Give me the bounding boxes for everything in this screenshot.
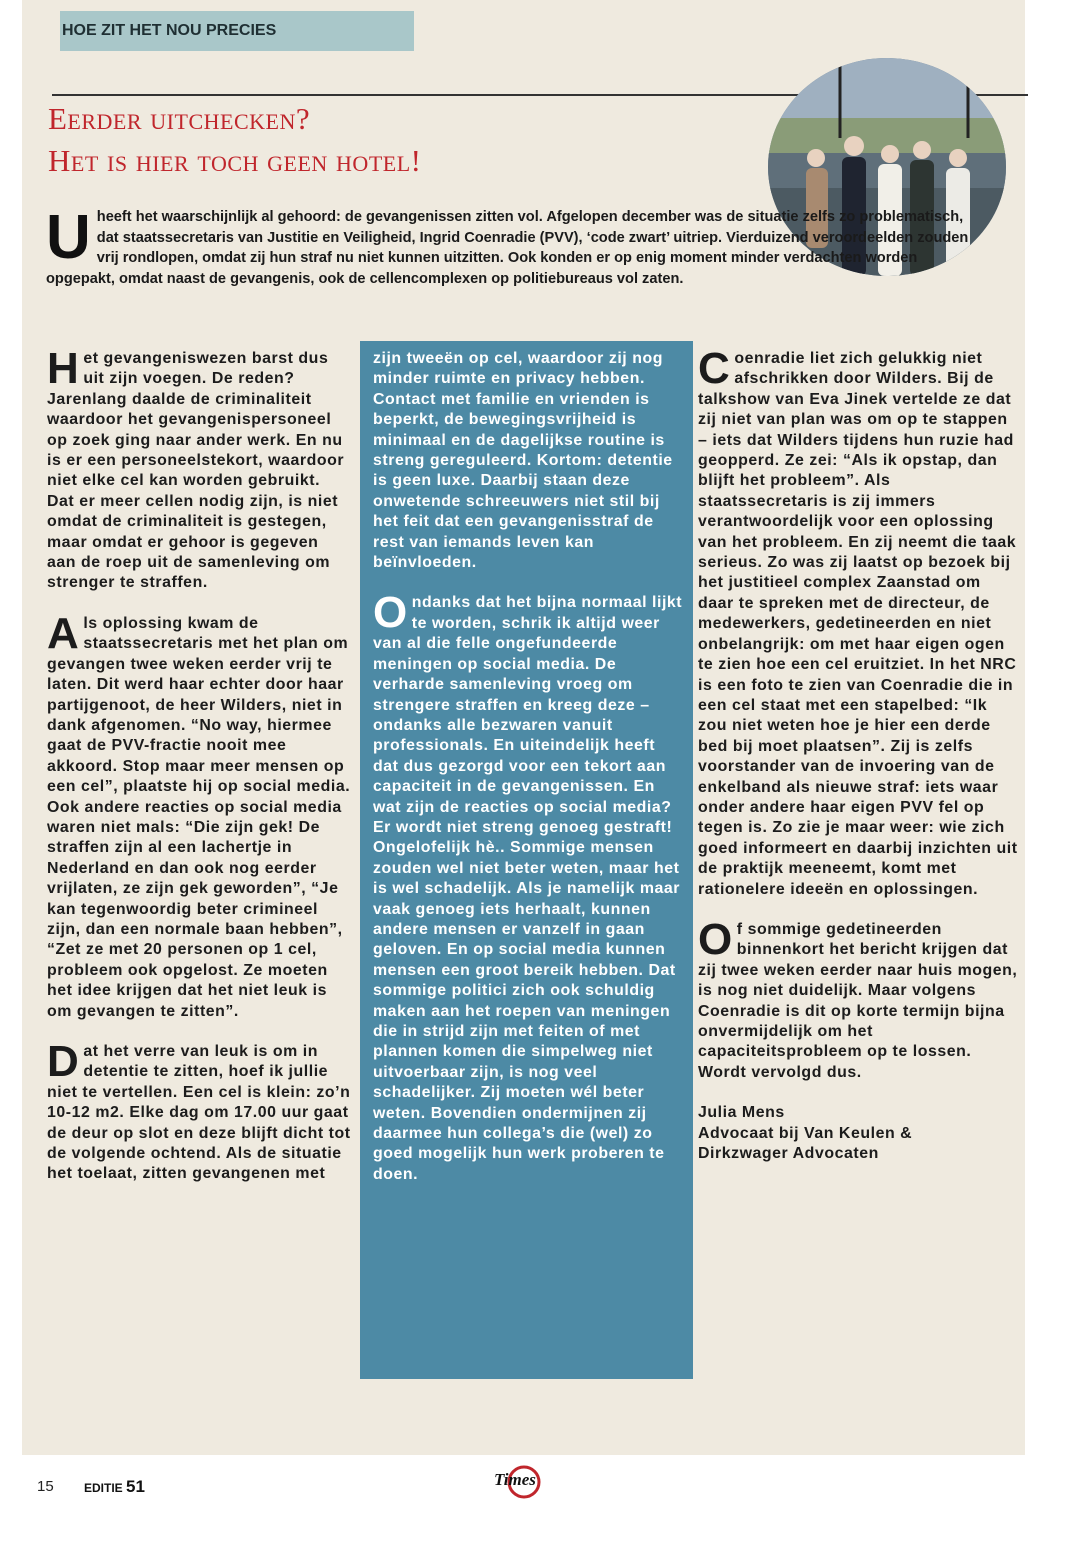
paragraph-text: at het verre van leuk is om in detentie te zitten, hoef ik jullie niet te vertellen. Een cel is klein: zo’n 10-12 m2. Elke dag om 17.00 uur gaat de deur op slot en deze blijft dicht tot de volgende ochtend. Als de situatie het toelaat, zitten gevangenen met	[47, 1043, 351, 1183]
logo-text: Times	[494, 1470, 536, 1489]
dropcap: C	[698, 344, 731, 393]
column-middle-highlight	[360, 341, 693, 1379]
column-right	[698, 341, 1018, 1184]
dropcap: H	[47, 344, 80, 393]
title-line-1: Eerder uitchecken?	[48, 101, 311, 136]
paragraph-text: f sommige gedetineerden binnenkort het bericht krijgen dat zij twee weken eerder naar huis mogen, is nog niet duidelijk. Maar volgens Coenradie is dit op korte termijn bijna onvermijdelijk om het capaciteitsprobleem op te lossen. Wordt vervolgd dus.	[698, 920, 1018, 1081]
intro-paragraph	[46, 203, 976, 289]
times-logo-icon	[490, 1460, 554, 1500]
edition-word: EDITIE	[84, 1481, 123, 1495]
author-role-line-1: Advocaat bij Van Keulen &	[698, 1124, 913, 1142]
paragraph	[698, 344, 1018, 900]
dropcap: A	[47, 608, 80, 658]
paragraph	[698, 914, 1018, 1083]
dropcap: O	[698, 914, 733, 964]
title-line-2: Het is hier toch geen hotel!	[48, 143, 422, 178]
dropcap: O	[373, 588, 408, 638]
dropcap: D	[47, 1037, 80, 1086]
paragraph-text: ls oplossing kwam de staatssecretaris met het plan om gevangen twee weken eerder vrij te laten. Dit werd haar echter door haar partijgenoot, de heer Wilders, niet in dank afgenomen. “No way, hiermee gaat de PVV-fractie nooit mee akkoord. Stop maar meer mensen op een cel”, plaatste hij op social media. Ook andere reacties op social media waren niet mals: “Die zijn gek! De straffen zijn al een lachertje in Nederland en dan ook nog eerder vrijlaten, ze zijn gek geworden”, “Je kan tegenwoordig beter crimineel zijn, dan een normale baan hebben”, “Zet ze met 20 personen op 1 cel, probleem ook opgelost. Ze moeten het idee krijgen dat het niet leuk is om gevangen te zitten”.	[47, 614, 351, 1020]
intro-dropcap: U	[46, 203, 91, 272]
edition-label	[84, 1477, 145, 1497]
paragraph	[373, 349, 685, 573]
author-role-line-2: Dirkzwager Advocaten	[698, 1145, 879, 1163]
paragraph	[47, 344, 352, 594]
article-title	[48, 98, 768, 182]
paragraph-text: et gevangeniswezen barst dus uit zijn voegen. De reden? Jarenlang daalde de criminaliteit waardoor het gevangenispersoneel op zoek ging naar ander werk. En nu is er een personeelstekort, waardoor niet elke cel kan worden gebruikt. Dat er meer cellen nodig zijn, is niet omdat de criminaliteit is gestegen, maar omdat er gehoor is gegeven aan de roep uit de samenleving om strenger te straffen.	[47, 350, 345, 592]
paragraph-text: zijn tweeën op cel, waardoor zij nog minder ruimte en privacy hebben. Contact met familie en vrienden is beperkt, de bewegingsvrijheid is minimaal en de dagelijkse routine is streng gereguleerd. Kortom: detentie is geen luxe. Daarbij staan deze onwetende schreeuwers niet stil bij het feit dat een gevangenisstraf de rest van iemands leven kan beïnvloeden.	[373, 350, 673, 572]
author-signature	[698, 1103, 1018, 1164]
author-name: Julia Mens	[698, 1104, 785, 1122]
paragraph	[47, 608, 352, 1022]
intro-text: heeft het waarschijnlijk al gehoord: de gevangenissen zitten vol. Afgelopen december was de situatie zelfs zo problematisch, dat staatssecretaris van Justitie en Veiligheid, Ingrid Coenradie (PVV), ‘code zwart’ uitriep. Vierduizend veroordeelden zouden vrij rondlopen, omdat zij hun straf nu niet kunnen uitzitten. Ook konden er op enig moment minder verdachten worden opgepakt, omdat naast de gevangenis, ook de cellencomplexen op politiebureaus vol zaten.	[46, 209, 969, 287]
column-left	[47, 341, 352, 1205]
paragraph	[373, 588, 685, 1185]
paragraph-text: ndanks dat het bijna normaal lijkt te worden, schrik ik altijd weer van al die felle ongefundeerde meningen op social media. De verharde samenleving vroeg om strengere straffen en kreeg deze – ondanks alle bezwaren vanuit professionals. En uiteindelijk heeft dat dus gezorgd voor een tekort aan capaciteit in de gevangenissen. En wat zijn de reacties op social media? Er wordt niet streng genoeg gestraft! Ongelofelijk hè.. Sommige mensen zouden wel niet beter weten, maar het is wel schadelijk. Als je namelijk maar vaak genoeg iets herhaalt, kunnen andere mensen er vanzelf in gaan geloven. En op social media kunnen mensen een groot bereik hebben. Dat sommige politici zich ook schuldig maken aan het roepen van meningen die in strijd zijn met feiten of met plannen komen die simpelweg niet uitvoerbaar zijn, is nog veel schadelijker. Zij moeten wél beter weten. Bovendien ondermijnen zij daarmee hun collega’s die (wel) zo goed mogelijk hun werk proberen te doen.	[373, 594, 683, 1183]
section-kicker: HOE ZIT HET NOU PRECIES	[60, 11, 414, 51]
page-number: 15	[37, 1478, 54, 1495]
paragraph-text: oenradie liet zich gelukkig niet afschrikken door Wilders. Bij de talkshow van Eva Jinek vertelde ze dat zij niet van plan was om op te stappen – iets dat Wilders tijdens hun ruzie had geopperd. Ze zei: “Als ik opstap, dan blijft het probleem”. Als staatssecretaris is zij immers verantwoordelijk voor een oplossing van het probleem. En zij neemt die taak serieus. Zo was zij laatst op bezoek bij het justitieel complex Zaanstad om daar te spreken met de directeur, de medewerkers, gedetineerden en niet onbelangrijk: om met haar eigen ogen te zien hoe een cel eruitziet. In het NRC is een foto te zien van Coenradie die in een cel staat met een stapelbed: “Ik zou niet weten hoe je hier een derde bed bij moet plaatsen”. Zij is zelfs voorstander van de invoering van de enkelband als nieuwe straf: iets waar onder andere haar eigen PVV fel op tegen is. Zo zie je maar weer: wie zich goed informeert en daarbij inzichten uit de praktijk meeneemt, komt met rationelere ideeën en oplossingen.	[698, 350, 1018, 898]
edition-number: 51	[126, 1477, 145, 1496]
paragraph	[47, 1037, 352, 1185]
